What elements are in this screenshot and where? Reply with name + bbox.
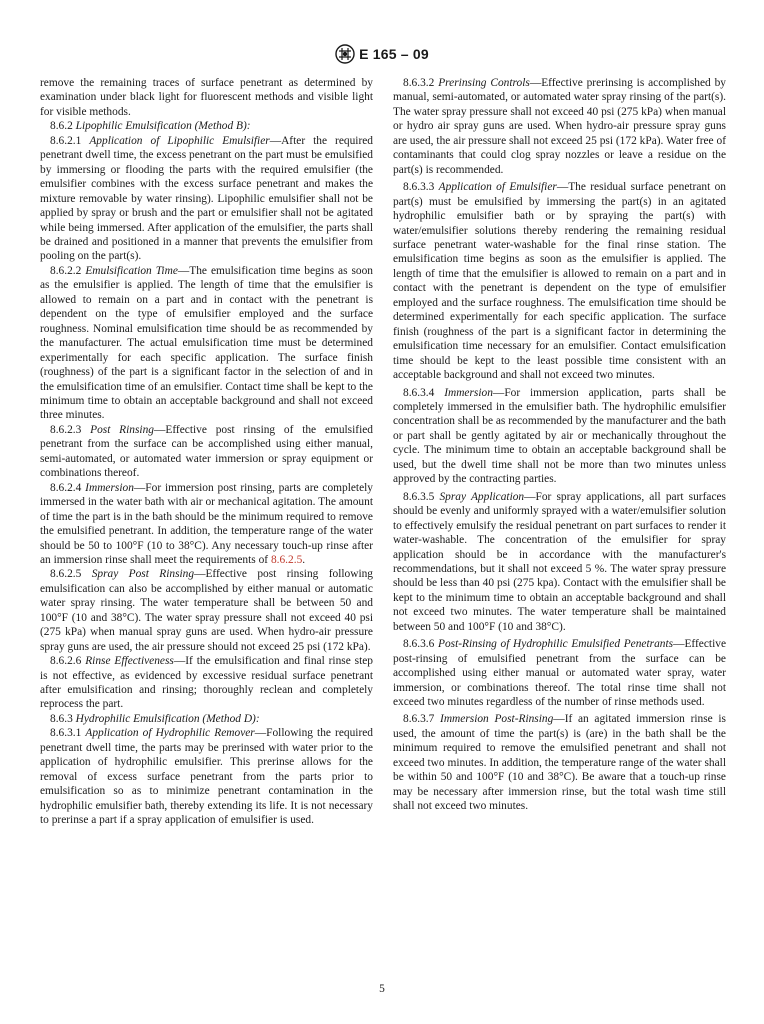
astm-logo-icon xyxy=(335,44,355,64)
paragraph: 8.6.2.5 Spray Post Rinsing—Effective post rinsing following emulsification can also be accomplished by either manual or automatic water spray rinsing. The water temperature shall be between 50 and 100°F (10 and 38°C). The water spray pressure shall not exceed 40 psi (275 kPa) when manual spray guns are used. When hydro-air pressure spray guns are used, the air pressure should not exceed 25 psi (172 kPa). xyxy=(40,568,373,653)
paragraph: 8.6.3.1 Application of Hydrophilic Remover—Following the required penetrant dwell time, the parts may be prerinsed with water prior to the application of hydrophilic emulsifier. This prerinse allows for the removal of excess surface penetrant from the parts prior to emulsification so as to minimize penetrant contamination in the hydrophilic emulsifier bath, thereby extending its life. It is not necessary to prerinse a part if a spray application of emulsifier is used. xyxy=(40,727,373,827)
left-column xyxy=(40,76,373,828)
page-number: 5 xyxy=(379,983,385,995)
section-heading: 8.6.2 Lipophilic Emulsification (Method B): xyxy=(50,120,251,133)
cross-reference-link[interactable]: 8.6.2.5 xyxy=(270,553,303,566)
document-designation: E 165 – 09 xyxy=(359,46,429,62)
paragraph: 8.6.3.2 Prerinsing Controls—Effective prerinsing is accomplished by manual, semi-automated, or automated water spray rinsing of the part(s). The water spray pressure shall not exceed 40 psi (275 kPa) when manual or hydro air spray guns are used. When hydro-air pressure spray guns are used, the air pressure shall not exceed 25 psi (172 kPa). Water free of contaminants that could clog spray nozzles or leave a residue on the part(s) is recommended. xyxy=(393,77,726,176)
paragraph: 8.6.2.3 Post Rinsing—Effective post rinsing of the emulsified penetrant from the surface can be accomplished using either manual, semi-automated, or automated water immersion or spray equipment or combinations thereof. xyxy=(40,423,373,480)
section-heading: 8.6.3 Hydrophilic Emulsification (Method D): xyxy=(50,712,260,725)
paragraph: remove the remaining traces of surface penetrant as determined by examination under black light for fluorescent methods and visible light for visible methods. xyxy=(40,77,373,118)
page-header xyxy=(0,44,764,64)
paragraph: 8.6.3.5 Spray Application—For spray applications, all part surfaces should be evenly and uniformly sprayed with a water/emulsifier solution to effectively emulsify the residual penetrant on part surfaces to render it water-washable. The concentration of the emulsifier for spray application should be in accordance with the manufacturer's recommendations, but it shall not exceed 5 %. The water spray pressure should be less than 40 psi (275 kpa). Contact with the emulsifier shall be kept to the minimum time to obtain an acceptable background and shall not exceed two minutes. The water temperature shall be maintained between 50 and 100°F (10 and 38°C). xyxy=(393,490,726,633)
right-column xyxy=(393,76,726,814)
paragraph: 8.6.2.4 Immersion—For immersion post rinsing, parts are completely immersed in the water bath with air or mechanical agitation. The amount of time the part is in the bath should be the minimum required to remove the emulsified penetrant. In addition, the temperature range of the water should be 50 to 100°F (10 to 38°C). Any necessary touch-up rinse after an immersion rinse shall meet the requirements of 8.6.2.5. xyxy=(40,481,373,566)
paragraph: 8.6.2.1 Application of Lipophilic Emulsifier—After the required penetrant dwell time, the excess penetrant on the part must be emulsified by immersing or flooding the parts with the required emulsifier (the emulsifier combines with the excess surface penetrant and makes the mixture removable by water rinsing). Lipophilic emulsifier shall not be applied by spray or brush and the part or emulsifier shall not be agitated while being immersed. After application of the emulsifier, the parts shall be drained and positioned in a manner that prevents the emulsifier from pooling on the part(s). xyxy=(40,134,373,263)
paragraph: 8.6.3.7 Immersion Post-Rinsing—If an agitated immersion rinse is used, the amount of time the part(s) is (are) in the bath shall be the minimum required to remove the emulsified penetrant and shall not exceed two minutes. In addition, the temperature range of the water shall be within 50 and 100°F (10 and 38°C). Be aware that a touch-up rinse may be necessary after immersion rinse, but the total wash time still shall not exceed two minutes. xyxy=(393,713,726,813)
paragraph: 8.6.3.4 Immersion—For immersion application, parts shall be completely immersed in the emulsifier bath. The hydrophilic emulsifier concentration shall be as recommended by the manufacturer and the bath or part shall be gently agitated by air or mechanically throughout the cycle. The minimum time to obtain an acceptable background shall be used, but the dwell time shall not be more than two minutes unless approved by the contracting parties. xyxy=(393,386,726,486)
paragraph: 8.6.2.2 Emulsification Time—The emulsification time begins as soon as the emulsifier is applied. The length of time that the emulsifier is allowed to remain on a part and in contact with the penetrant is dependent on the type of emulsifier employed and the surface roughness. Nominal emulsification time should be as recommended by the manufacturer. The actual emulsification time must be determined experimentally for each specific application. The surface finish (roughness) of the part is a significant factor in the selection of and in the emulsification time of an emulsifier. Contact time shall be kept to the minimum time to obtain an acceptable background and shall not exceed three minutes. xyxy=(40,264,373,422)
paragraph: 8.6.3.3 Application of Emulsifier—The residual surface penetrant on part(s) must be emulsified by immersing the part(s) in an agitated hydrophilic emulsifier bath or by spraying the part(s) with water/emulsifier solutions thereby rendering the remaining residual surface penetrant water-washable for the final rinse station. The emulsification time begins as soon as the emulsifier is applied. The length of time that the emulsifier is allowed to remain on a part and in contact with the penetrant is dependent on the type of emulsifier employed and the surface roughness. The emulsification time should be determined experimentally for each specific application. The surface finish (roughness of the part is a significant factor in determining the emulsification time necessary for an emulsifier. Contact emulsification time should be kept to the least possible time consistent with an acceptable background and shall not exceed two minutes. xyxy=(393,181,726,382)
paragraph: 8.6.3.6 Post-Rinsing of Hydrophilic Emulsified Penetrants—Effective post-rinsing of emulsified penetrant from the surface can be accomplished using either manual or automated water spray, water immersion, or combinations thereof. The total rinse time shall not exceed two minutes regardless of the number of rinse methods used. xyxy=(393,638,726,709)
paragraph: 8.6.2.6 Rinse Effectiveness—If the emulsification and final rinse step is not effective, as evidenced by excessive residual surface penetrant after emulsification and rinsing; thoroughly reclean and completely reprocess the part. xyxy=(40,655,373,711)
